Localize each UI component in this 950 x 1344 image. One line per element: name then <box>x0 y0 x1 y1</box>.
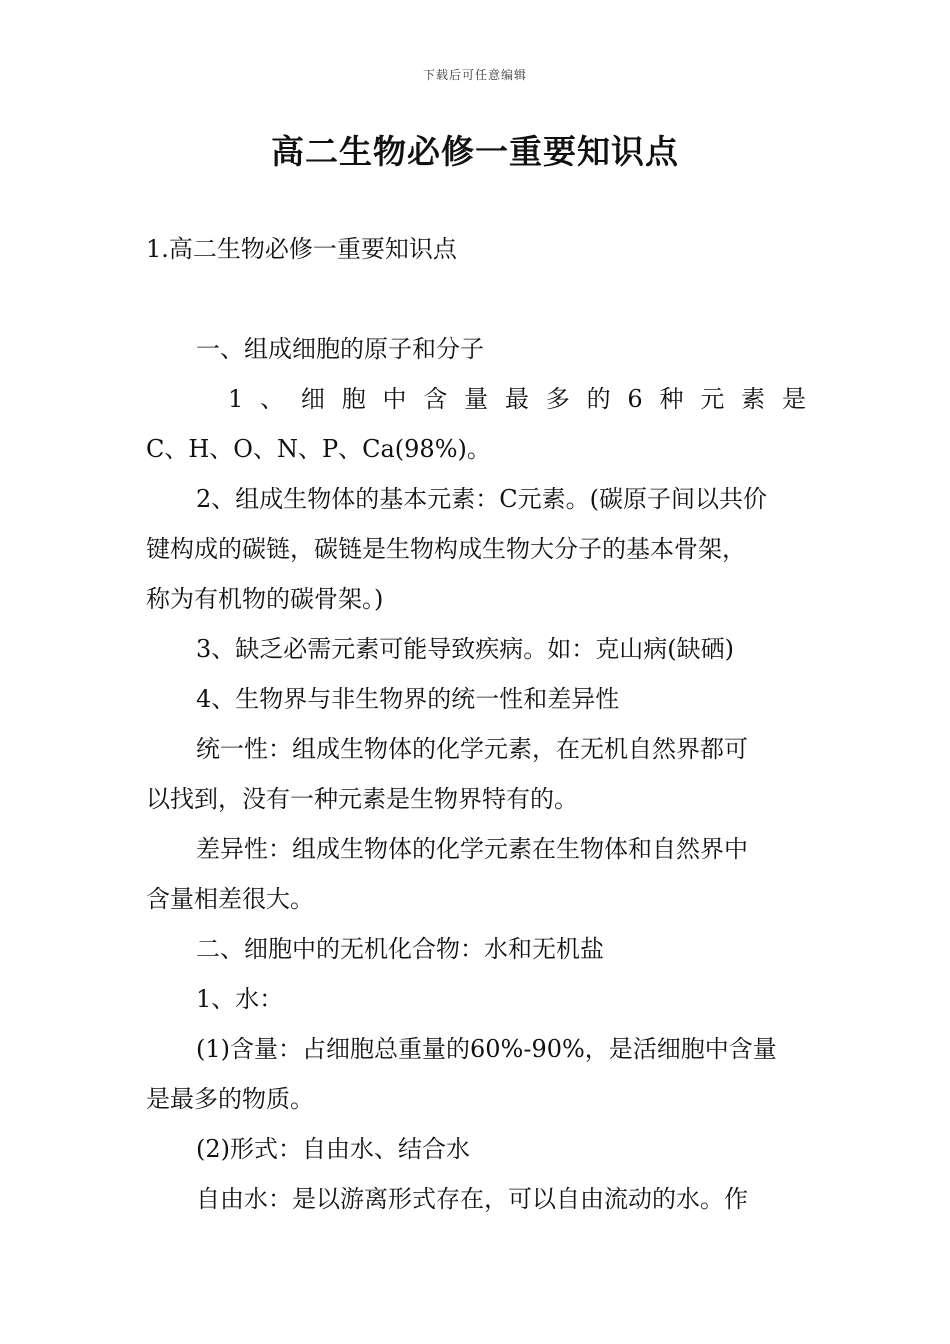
item1-char: 的 <box>586 385 611 413</box>
item2-line3: 称为有机物的碳骨架。) <box>146 585 384 613</box>
item1-char: 是 <box>781 385 806 413</box>
item1-char: 素 <box>741 385 766 413</box>
item2-line1: 2、组成生物体的基本元素：C元素。(碳原子间以共价 <box>196 485 767 513</box>
item1-line2: C、H、O、N、P、Ca(98%)。 <box>146 435 491 463</box>
diff-line2: 含量相差很大。 <box>146 885 314 913</box>
item1-char: 1 <box>228 385 244 413</box>
item1-char: 含 <box>423 385 448 413</box>
water-heading: 1、水： <box>196 985 284 1013</box>
diff-line1: 差异性：组成生物体的化学元素在生物体和自然界中 <box>196 835 748 863</box>
form-line: (2)形式：自由水、结合水 <box>196 1135 470 1163</box>
item1-char: 种 <box>659 385 684 413</box>
free-water-line: 自由水：是以游离形式存在，可以自由流动的水。作 <box>196 1185 748 1213</box>
item1-char: 量 <box>464 385 489 413</box>
item1-char: 、 <box>260 385 285 413</box>
unity-line1: 统一性：组成生物体的化学元素，在无机自然界都可 <box>196 735 748 763</box>
item1-char: 胞 <box>341 385 366 413</box>
header-note: 下载后可任意编辑 <box>422 68 527 82</box>
item1-char: 中 <box>382 385 407 413</box>
content-line1: (1)含量：占细胞总重量的60%-90%，是活细胞中含量 <box>196 1035 777 1063</box>
section-heading: 1.高二生物必修一重要知识点 <box>146 235 457 263</box>
section1-title: 一、组成细胞的原子和分子 <box>196 335 484 363</box>
item2-line2: 键构成的碳链，碳链是生物构成生物大分子的基本骨架， <box>146 535 746 563</box>
content-line2: 是最多的物质。 <box>146 1085 314 1113</box>
item1-char: 元 <box>700 385 725 413</box>
unity-line2: 以找到，没有一种元素是生物界特有的。 <box>146 785 578 813</box>
item1-line1 <box>146 374 806 424</box>
page-title: 高二生物必修一重要知识点 <box>271 132 679 171</box>
item4-line: 4、生物界与非生物界的统一性和差异性 <box>196 685 620 713</box>
section2-title: 二、细胞中的无机化合物：水和无机盐 <box>196 935 604 963</box>
item1-char: 6 <box>627 385 643 413</box>
item3-line: 3、缺乏必需元素可能导致疾病。如：克山病(缺硒) <box>196 635 734 663</box>
item1-char: 多 <box>545 385 570 413</box>
item1-char: 细 <box>300 385 325 413</box>
item1-char: 最 <box>504 385 529 413</box>
